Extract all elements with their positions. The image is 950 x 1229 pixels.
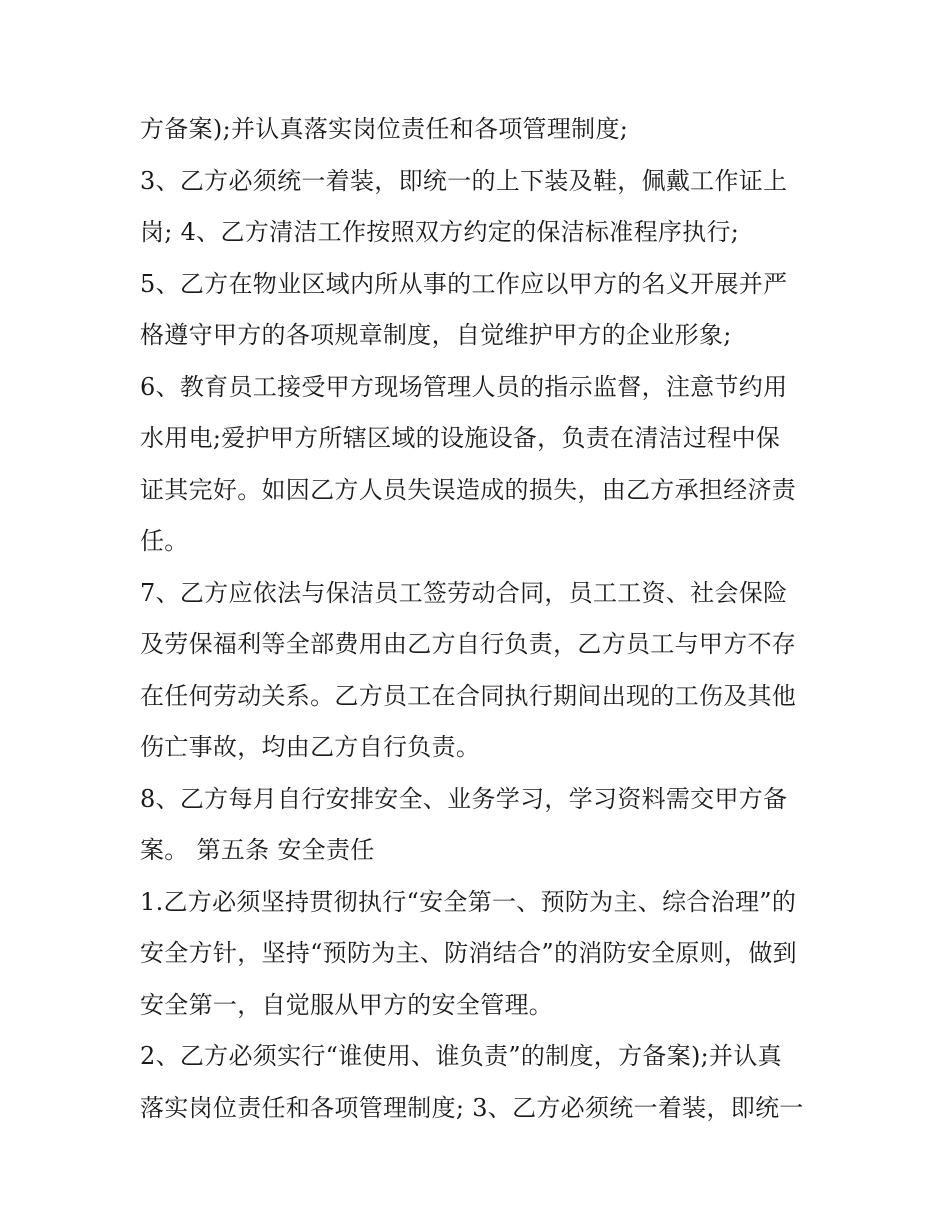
text-line: 任。 (140, 527, 189, 555)
text-line: 方备案);并认真落实岗位责任和各项管理制度; (140, 115, 629, 143)
text-line: 在任何劳动关系。乙方员工在合同执行期间出现的工伤及其他 (140, 681, 797, 710)
text-line: 及劳保福利等全部费用由乙方自行负责，乙方员工与甲方不存 (140, 630, 797, 658)
text-line: 1.乙方必须坚持贯彻执行“安全第一、预防为主、综合治理”的 (140, 887, 797, 916)
text-line: 2、乙方必须实行“谁使用、谁负责”的制度，方备案);并认真 (140, 1042, 782, 1070)
text-line: 安全第一，自觉服从甲方的安全管理。 (140, 990, 554, 1019)
text-line: 6、教育员工接受甲方现场管理人员的指示监督，注意节约用 (140, 372, 788, 401)
text-line: 落实岗位责任和各项管理制度; 3、乙方必须统一着装，即统一 (140, 1093, 804, 1122)
text-line: 安全方针，坚持“预防为主、防消结合”的消防安全原则，做到 (140, 939, 797, 967)
text-line: 伤亡事故，均由乙方自行负责。 (140, 733, 481, 761)
text-line: 5、乙方在物业区域内所从事的工作应以甲方的名义开展并严 (140, 269, 788, 298)
text-line: 7、乙方应依法与保洁员工签劳动合同，员工工资、社会保险 (140, 578, 788, 607)
text-line: 岗; 4、乙方清洁工作按照双方约定的保洁标准程序执行; (140, 218, 740, 246)
text-line: 证其完好。如因乙方人员失误造成的损失，由乙方承担经济责 (140, 475, 797, 504)
text-line: 3、乙方必须统一着装，即统一的上下装及鞋，佩戴工作证上 (140, 166, 788, 195)
document-body (140, 104, 830, 1134)
text-line: 8、乙方每月自行安排安全、业务学习，学习资料需交甲方备 (140, 784, 788, 813)
text-line: 格遵守甲方的各项规章制度，自觉维护甲方的企业形象; (140, 321, 732, 349)
text-line: 水用电;爱护甲方所辖区域的设施设备，负责在清洁过程中保 (140, 424, 781, 452)
text-line: 案。 第五条 安全责任 (140, 836, 375, 864)
